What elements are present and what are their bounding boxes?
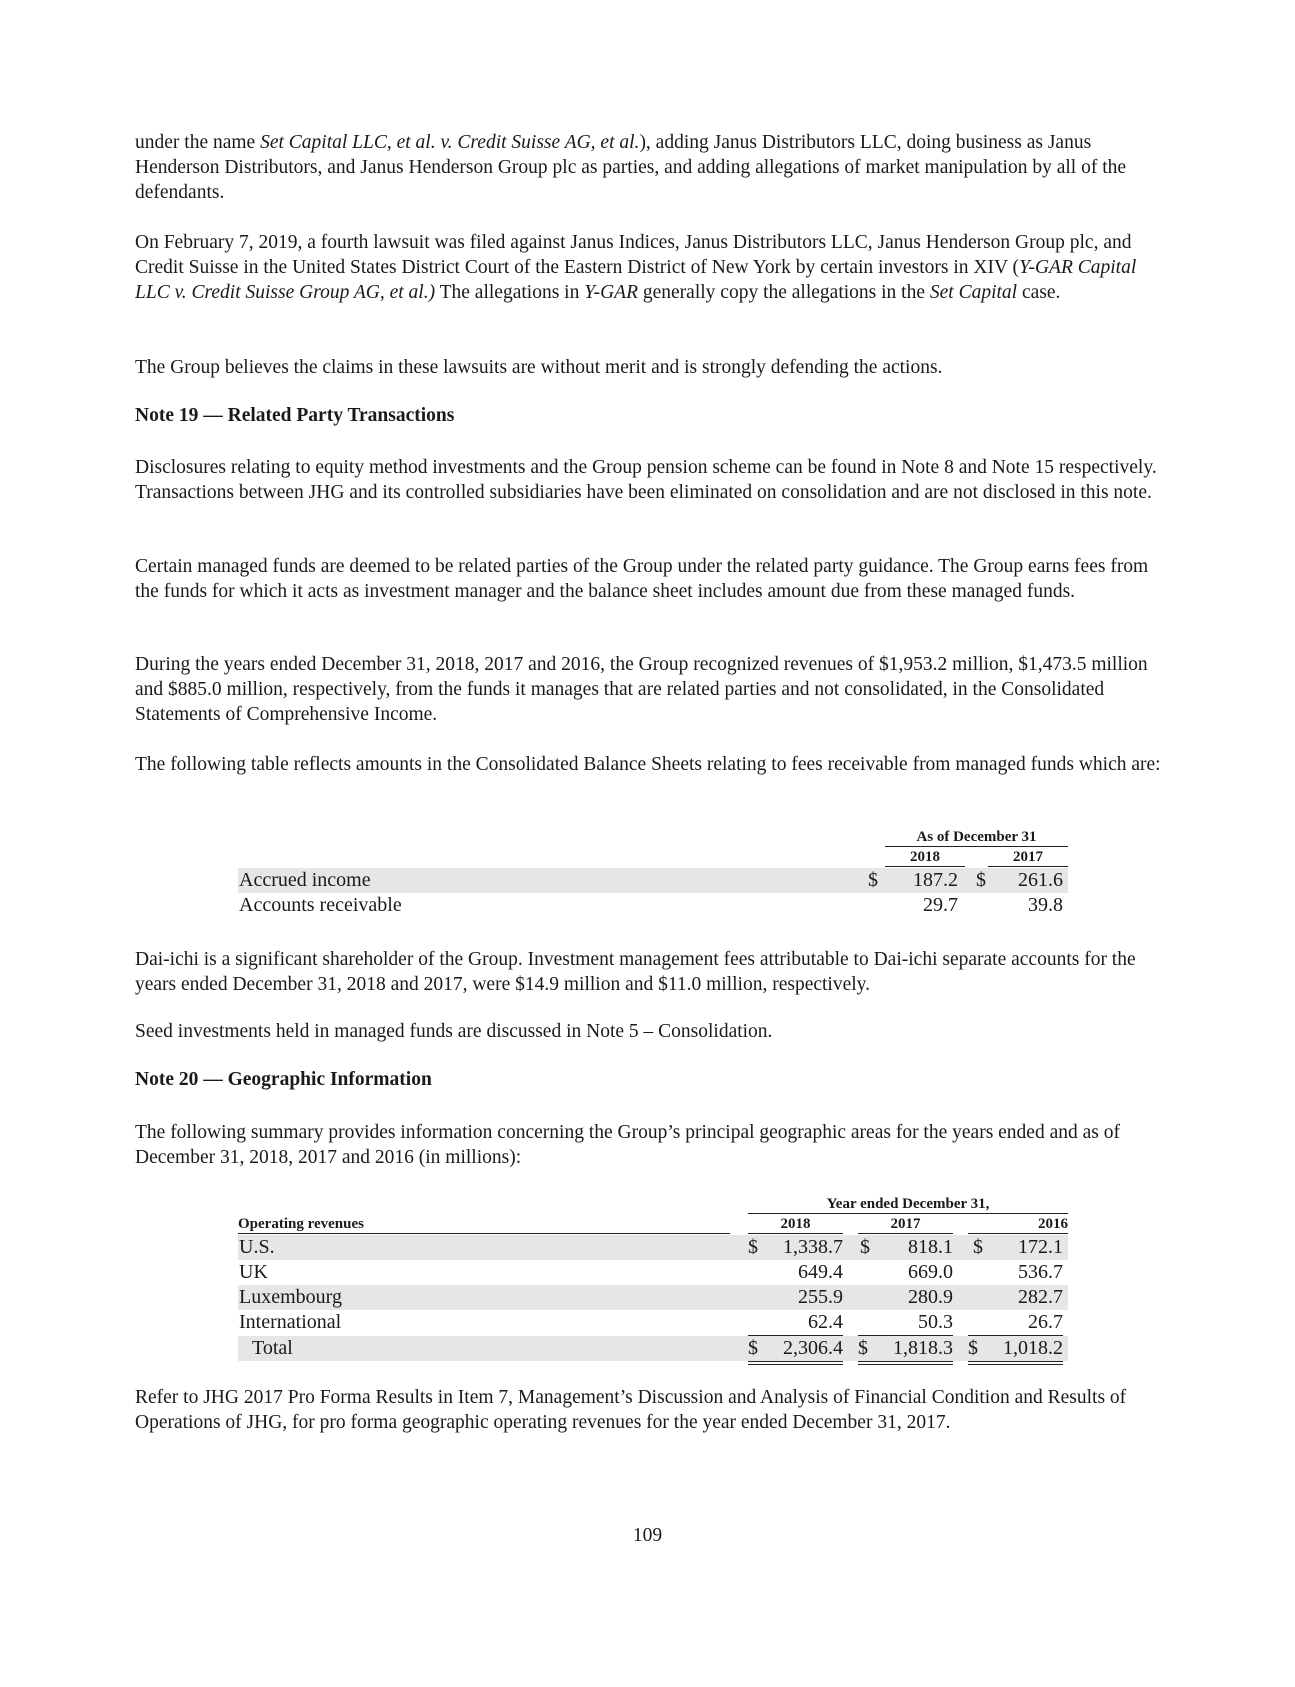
- note-19-heading: Note 19 — Related Party Transactions: [135, 405, 455, 426]
- value-2018: 255.9: [798, 1286, 843, 1308]
- value-2016: 282.7: [1018, 1286, 1063, 1308]
- currency-symbol: $: [973, 1236, 983, 1258]
- value-2016: 536.7: [1018, 1261, 1063, 1283]
- paragraph-fourth-lawsuit: On February 7, 2019, a fourth lawsuit was filed against Janus Indices, Janus Distributors LLC, Janus Henderson Group plc, and Credit Suisse in the United States District Court of the Eastern District of New York by certain investors in XIV (Y-GAR Capital LLC v. Credit Suisse Group AG, et al.) The allegations in Y-GAR generally copy the allegations in the Set Capital case.: [135, 232, 1137, 303]
- paragraph-seed-investments: Seed investments held in managed funds are discussed in Note 5 – Consolidation.: [135, 1021, 773, 1042]
- table2-year-2016: 2016: [968, 1215, 1068, 1234]
- total-value-2017: 1,818.3: [893, 1337, 953, 1359]
- note-20-heading: Note 20 — Geographic Information: [135, 1069, 432, 1090]
- value-2018: 187.2: [913, 869, 958, 891]
- table-row-total: [238, 1336, 1068, 1361]
- currency-symbol: $: [968, 1337, 978, 1359]
- paragraph-disclosures: Disclosures relating to equity method investments and the Group pension scheme can be found in Note 8 and Note 15 respectively. Transactions between JHG and its controlled subsidiaries have been eliminated on consolidation and are not disclosed in this note.: [135, 457, 1157, 503]
- paragraph-table1-intro: The following table reflects amounts in the Consolidated Balance Sheets relating to fees receivable from managed funds which are:: [135, 754, 1161, 775]
- table2-group-header: Year ended December 31,: [748, 1195, 1068, 1214]
- total-2018: [748, 1336, 843, 1365]
- table-row: [238, 1310, 1068, 1335]
- paragraph-lawsuit-continuation: under the name Set Capital LLC, et al. v. Credit Suisse AG, et al.), adding Janus Distributors LLC, doing business as Janus Henderson Distributors, and Janus Henderson Group plc as parties, and adding allegations of market manipulation by all of the defendants.: [135, 132, 1127, 203]
- row-label: UK: [239, 1261, 268, 1283]
- total-value-2018: 2,306.4: [783, 1337, 843, 1359]
- value-2018: 62.4: [748, 1310, 843, 1336]
- table-row: [238, 1235, 1068, 1260]
- value-2017: 39.8: [1028, 894, 1063, 916]
- table1-group-header: As of December 31: [885, 828, 1068, 847]
- table-row: [238, 1285, 1068, 1310]
- table-row: [238, 1260, 1068, 1285]
- currency-symbol: $: [748, 1236, 758, 1258]
- total-value-2016: 1,018.2: [1003, 1337, 1063, 1359]
- table1-year-2017: 2017: [988, 848, 1068, 867]
- value-2016: 26.7: [968, 1310, 1063, 1336]
- value-2017: 261.6: [1018, 869, 1063, 891]
- currency-symbol: $: [976, 869, 986, 891]
- page-number: 109: [632, 1525, 663, 1546]
- table-row: [238, 868, 1068, 893]
- currency-symbol: $: [858, 1337, 868, 1359]
- row-label: Accrued income: [239, 869, 371, 891]
- total-2016: [968, 1336, 1063, 1365]
- paragraph-dai-ichi: Dai-ichi is a significant shareholder of the Group. Investment management fees attributable to Dai-ichi separate accounts for the years ended December 31, 2018 and 2017, were $14.9 million and $11.0 million, respectively.: [135, 949, 1136, 995]
- paragraph-group-belief: The Group believes the claims in these lawsuits are without merit and is strongly defending the actions.: [135, 357, 943, 378]
- total-label: Total: [252, 1337, 293, 1359]
- total-2017: [858, 1336, 953, 1365]
- row-label: International: [239, 1311, 342, 1333]
- paragraph-table2-intro: The following summary provides information concerning the Group’s principal geographic areas for the years ended and as of December 31, 2018, 2017 and 2016 (in millions):: [135, 1122, 1120, 1168]
- paragraph-managed-funds: Certain managed funds are deemed to be related parties of the Group under the related party guidance. The Group earns fees from the funds for which it acts as investment manager and the balance sheet includes amount due from these managed funds.: [135, 556, 1149, 602]
- value-2017: 818.1: [908, 1236, 953, 1258]
- currency-symbol: $: [748, 1337, 758, 1359]
- value-2016: 172.1: [1018, 1236, 1063, 1258]
- table2-year-2018: 2018: [748, 1215, 843, 1234]
- value-2018: 649.4: [798, 1261, 843, 1283]
- currency-symbol: $: [860, 1236, 870, 1258]
- table-row: [238, 893, 1068, 918]
- paragraph-revenues: During the years ended December 31, 2018, 2017 and 2016, the Group recognized revenues of $1,953.2 million, $1,473.5 million and $885.0 million, respectively, from the funds it manages that are related parties and not consolidated, in the Consolidated Statements of Comprehensive Income.: [135, 654, 1148, 725]
- row-label: U.S.: [239, 1236, 275, 1258]
- currency-symbol: $: [868, 869, 878, 891]
- paragraph-pro-forma: Refer to JHG 2017 Pro Forma Results in Item 7, Management’s Discussion and Analysis of Financial Condition and Results of Operations of JHG, for pro forma geographic operating revenues for the year ended December 31, 2017.: [135, 1387, 1127, 1433]
- table2-year-2017: 2017: [858, 1215, 953, 1234]
- row-label: Luxembourg: [239, 1286, 342, 1308]
- value-2018: 29.7: [923, 894, 958, 916]
- row-label: Accounts receivable: [239, 894, 402, 916]
- value-2017: 280.9: [908, 1286, 953, 1308]
- value-2017: 669.0: [908, 1261, 953, 1283]
- value-2017: 50.3: [858, 1310, 953, 1336]
- value-2018: 1,338.7: [783, 1236, 843, 1258]
- operating-revenues-header: Operating revenues: [238, 1215, 730, 1234]
- table1-year-2018: 2018: [885, 848, 965, 867]
